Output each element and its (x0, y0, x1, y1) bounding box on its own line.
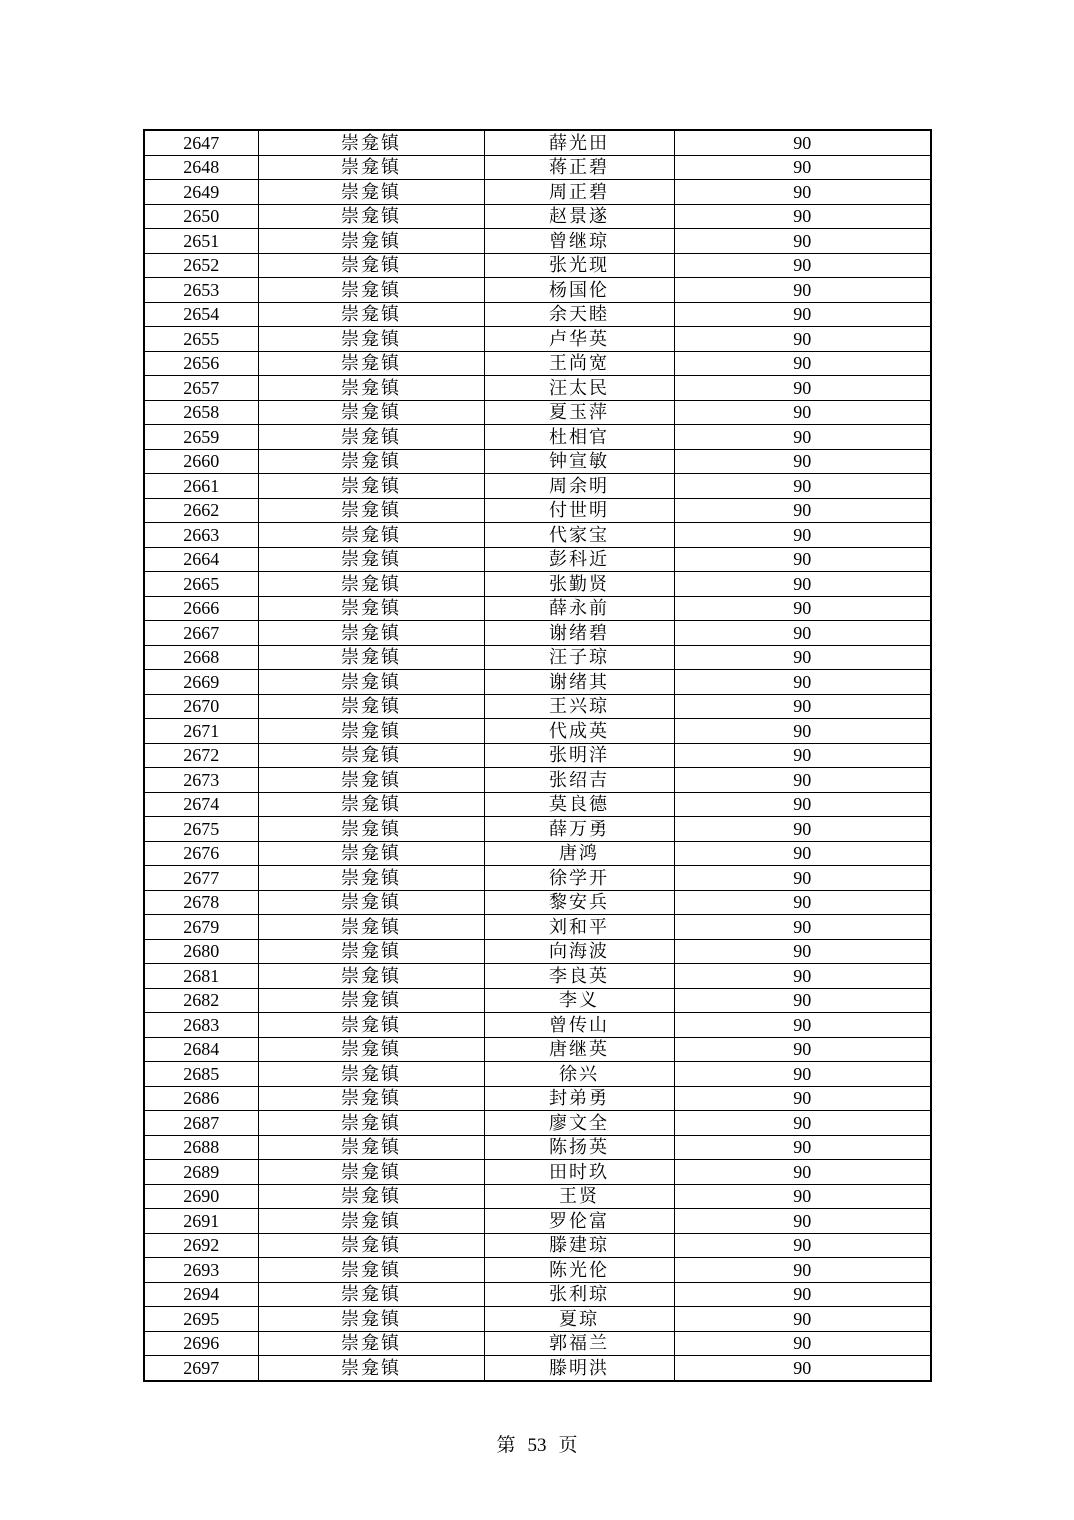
score-cell: 90 (674, 523, 931, 548)
score-cell: 90 (674, 400, 931, 425)
row-number-cell: 2660 (144, 449, 258, 474)
row-number-cell: 2681 (144, 964, 258, 989)
town-cell: 崇龛镇 (258, 621, 484, 646)
table-row (144, 1209, 931, 1234)
score-cell: 90 (674, 425, 931, 450)
name-cell: 陈光伦 (484, 1258, 674, 1283)
table-row (144, 474, 931, 499)
table-row (144, 376, 931, 401)
score-cell: 90 (674, 1086, 931, 1111)
table-row (144, 670, 931, 695)
town-cell: 崇龛镇 (258, 1258, 484, 1283)
town-cell: 崇龛镇 (258, 670, 484, 695)
row-number-cell: 2682 (144, 988, 258, 1013)
row-number-cell: 2680 (144, 939, 258, 964)
row-number-cell: 2696 (144, 1331, 258, 1356)
row-number-cell: 2665 (144, 572, 258, 597)
name-cell: 汪太民 (484, 376, 674, 401)
table-row (144, 1013, 931, 1038)
table-row (144, 278, 931, 303)
name-cell: 付世明 (484, 498, 674, 523)
table-row (144, 425, 931, 450)
row-number-cell: 2651 (144, 229, 258, 254)
score-cell: 90 (674, 988, 931, 1013)
name-cell: 张明洋 (484, 743, 674, 768)
town-cell: 崇龛镇 (258, 376, 484, 401)
table-row (144, 1062, 931, 1087)
score-cell: 90 (674, 670, 931, 695)
name-cell: 曾传山 (484, 1013, 674, 1038)
score-cell: 90 (674, 204, 931, 229)
name-cell: 徐学开 (484, 866, 674, 891)
table-row (144, 866, 931, 891)
row-number-cell: 2667 (144, 621, 258, 646)
table-row (144, 1258, 931, 1283)
town-cell: 崇龛镇 (258, 400, 484, 425)
row-number-cell: 2669 (144, 670, 258, 695)
town-cell: 崇龛镇 (258, 1086, 484, 1111)
table-row (144, 572, 931, 597)
row-number-cell: 2685 (144, 1062, 258, 1087)
score-cell: 90 (674, 621, 931, 646)
town-cell: 崇龛镇 (258, 1135, 484, 1160)
name-cell: 唐继英 (484, 1037, 674, 1062)
data-table-container (143, 129, 930, 1382)
row-number-cell: 2675 (144, 817, 258, 842)
row-number-cell: 2683 (144, 1013, 258, 1038)
score-cell: 90 (674, 155, 931, 180)
row-number-cell: 2689 (144, 1160, 258, 1185)
row-number-cell: 2654 (144, 302, 258, 327)
score-cell: 90 (674, 645, 931, 670)
name-cell: 谢绪碧 (484, 621, 674, 646)
name-cell: 薛光田 (484, 130, 674, 155)
table-row (144, 915, 931, 940)
row-number-cell: 2668 (144, 645, 258, 670)
name-cell: 薛永前 (484, 596, 674, 621)
name-cell: 张利琼 (484, 1282, 674, 1307)
name-cell: 封弟勇 (484, 1086, 674, 1111)
town-cell: 崇龛镇 (258, 866, 484, 891)
score-cell: 90 (674, 302, 931, 327)
name-cell: 李良英 (484, 964, 674, 989)
table-row (144, 498, 931, 523)
name-cell: 谢绪其 (484, 670, 674, 695)
score-cell: 90 (674, 1307, 931, 1332)
row-number-cell: 2695 (144, 1307, 258, 1332)
row-number-cell: 2678 (144, 890, 258, 915)
table-row (144, 180, 931, 205)
town-cell: 崇龛镇 (258, 1111, 484, 1136)
score-cell: 90 (674, 351, 931, 376)
name-cell: 黎安兵 (484, 890, 674, 915)
name-cell: 钟宣敏 (484, 449, 674, 474)
row-number-cell: 2653 (144, 278, 258, 303)
town-cell: 崇龛镇 (258, 229, 484, 254)
page-suffix: 页 (558, 1435, 578, 1456)
row-number-cell: 2684 (144, 1037, 258, 1062)
name-cell: 周余明 (484, 474, 674, 499)
score-cell: 90 (674, 253, 931, 278)
name-cell: 代成英 (484, 719, 674, 744)
name-cell: 余天睦 (484, 302, 674, 327)
table-row (144, 964, 931, 989)
table-row (144, 1111, 931, 1136)
name-cell: 曾继琼 (484, 229, 674, 254)
page-number: 53 (527, 1435, 547, 1456)
town-cell: 崇龛镇 (258, 596, 484, 621)
town-cell: 崇龛镇 (258, 988, 484, 1013)
row-number-cell: 2648 (144, 155, 258, 180)
town-cell: 崇龛镇 (258, 180, 484, 205)
name-cell: 王尚宽 (484, 351, 674, 376)
name-cell: 廖文全 (484, 1111, 674, 1136)
table-row (144, 1233, 931, 1258)
name-cell: 刘和平 (484, 915, 674, 940)
table-row (144, 890, 931, 915)
town-cell: 崇龛镇 (258, 351, 484, 376)
score-cell: 90 (674, 572, 931, 597)
town-cell: 崇龛镇 (258, 253, 484, 278)
row-number-cell: 2671 (144, 719, 258, 744)
row-number-cell: 2694 (144, 1282, 258, 1307)
row-number-cell: 2687 (144, 1111, 258, 1136)
page-prefix: 第 (496, 1435, 516, 1456)
table-row (144, 229, 931, 254)
row-number-cell: 2658 (144, 400, 258, 425)
table-body (144, 130, 931, 1381)
table-row (144, 1307, 931, 1332)
name-cell: 王贤 (484, 1184, 674, 1209)
table-row (144, 988, 931, 1013)
name-cell: 夏琼 (484, 1307, 674, 1332)
score-cell: 90 (674, 229, 931, 254)
score-cell: 90 (674, 1233, 931, 1258)
name-cell: 徐兴 (484, 1062, 674, 1087)
table-row (144, 792, 931, 817)
table-row (144, 719, 931, 744)
score-cell: 90 (674, 768, 931, 793)
town-cell: 崇龛镇 (258, 449, 484, 474)
row-number-cell: 2692 (144, 1233, 258, 1258)
name-cell: 滕建琼 (484, 1233, 674, 1258)
table-row (144, 400, 931, 425)
table-row (144, 327, 931, 352)
row-number-cell: 2691 (144, 1209, 258, 1234)
row-number-cell: 2661 (144, 474, 258, 499)
score-cell: 90 (674, 1356, 931, 1381)
town-cell: 崇龛镇 (258, 1356, 484, 1381)
table-row (144, 1160, 931, 1185)
score-cell: 90 (674, 449, 931, 474)
name-cell: 杨国伦 (484, 278, 674, 303)
town-cell: 崇龛镇 (258, 155, 484, 180)
town-cell: 崇龛镇 (258, 1160, 484, 1185)
row-number-cell: 2677 (144, 866, 258, 891)
town-cell: 崇龛镇 (258, 425, 484, 450)
name-cell: 汪子琼 (484, 645, 674, 670)
row-number-cell: 2690 (144, 1184, 258, 1209)
town-cell: 崇龛镇 (258, 1062, 484, 1087)
table-row (144, 1135, 931, 1160)
table-row (144, 596, 931, 621)
row-number-cell: 2662 (144, 498, 258, 523)
name-cell: 向海波 (484, 939, 674, 964)
row-number-cell: 2697 (144, 1356, 258, 1381)
row-number-cell: 2650 (144, 204, 258, 229)
score-cell: 90 (674, 915, 931, 940)
score-cell: 90 (674, 1282, 931, 1307)
town-cell: 崇龛镇 (258, 1233, 484, 1258)
town-cell: 崇龛镇 (258, 1282, 484, 1307)
name-cell: 张光现 (484, 253, 674, 278)
score-cell: 90 (674, 1209, 931, 1234)
table-row (144, 155, 931, 180)
name-cell: 夏玉萍 (484, 400, 674, 425)
score-cell: 90 (674, 376, 931, 401)
score-cell: 90 (674, 890, 931, 915)
name-cell: 莫良德 (484, 792, 674, 817)
row-number-cell: 2686 (144, 1086, 258, 1111)
score-cell: 90 (674, 1258, 931, 1283)
name-cell: 周正碧 (484, 180, 674, 205)
score-cell: 90 (674, 498, 931, 523)
page-footer (0, 1430, 1074, 1457)
table-row (144, 302, 931, 327)
name-cell: 杜相官 (484, 425, 674, 450)
row-number-cell: 2679 (144, 915, 258, 940)
town-cell: 崇龛镇 (258, 890, 484, 915)
score-cell: 90 (674, 1013, 931, 1038)
name-cell: 滕明洪 (484, 1356, 674, 1381)
name-cell: 张绍吉 (484, 768, 674, 793)
table-row (144, 523, 931, 548)
table-row (144, 204, 931, 229)
score-cell: 90 (674, 743, 931, 768)
table-row (144, 841, 931, 866)
town-cell: 崇龛镇 (258, 939, 484, 964)
town-cell: 崇龛镇 (258, 302, 484, 327)
town-cell: 崇龛镇 (258, 915, 484, 940)
score-cell: 90 (674, 939, 931, 964)
score-cell: 90 (674, 1037, 931, 1062)
row-number-cell: 2670 (144, 694, 258, 719)
table-row (144, 621, 931, 646)
table-row (144, 645, 931, 670)
score-cell: 90 (674, 792, 931, 817)
town-cell: 崇龛镇 (258, 719, 484, 744)
town-cell: 崇龛镇 (258, 964, 484, 989)
row-number-cell: 2655 (144, 327, 258, 352)
name-cell: 张勤贤 (484, 572, 674, 597)
name-cell: 王兴琼 (484, 694, 674, 719)
data-table (143, 129, 932, 1382)
town-cell: 崇龛镇 (258, 792, 484, 817)
score-cell: 90 (674, 474, 931, 499)
row-number-cell: 2673 (144, 768, 258, 793)
table-row (144, 1331, 931, 1356)
score-cell: 90 (674, 1062, 931, 1087)
town-cell: 崇龛镇 (258, 130, 484, 155)
town-cell: 崇龛镇 (258, 474, 484, 499)
table-row (144, 939, 931, 964)
town-cell: 崇龛镇 (258, 204, 484, 229)
score-cell: 90 (674, 1111, 931, 1136)
town-cell: 崇龛镇 (258, 645, 484, 670)
score-cell: 90 (674, 1160, 931, 1185)
town-cell: 崇龛镇 (258, 817, 484, 842)
score-cell: 90 (674, 596, 931, 621)
town-cell: 崇龛镇 (258, 1331, 484, 1356)
score-cell: 90 (674, 1331, 931, 1356)
score-cell: 90 (674, 841, 931, 866)
name-cell: 彭科近 (484, 547, 674, 572)
score-cell: 90 (674, 278, 931, 303)
row-number-cell: 2688 (144, 1135, 258, 1160)
name-cell: 李义 (484, 988, 674, 1013)
row-number-cell: 2674 (144, 792, 258, 817)
table-row (144, 1282, 931, 1307)
row-number-cell: 2647 (144, 130, 258, 155)
name-cell: 郭福兰 (484, 1331, 674, 1356)
table-row (144, 817, 931, 842)
town-cell: 崇龛镇 (258, 1013, 484, 1038)
table-row (144, 1086, 931, 1111)
town-cell: 崇龛镇 (258, 743, 484, 768)
name-cell: 薛万勇 (484, 817, 674, 842)
score-cell: 90 (674, 964, 931, 989)
row-number-cell: 2663 (144, 523, 258, 548)
name-cell: 陈扬英 (484, 1135, 674, 1160)
town-cell: 崇龛镇 (258, 572, 484, 597)
row-number-cell: 2657 (144, 376, 258, 401)
town-cell: 崇龛镇 (258, 547, 484, 572)
table-row (144, 768, 931, 793)
score-cell: 90 (674, 130, 931, 155)
town-cell: 崇龛镇 (258, 694, 484, 719)
row-number-cell: 2656 (144, 351, 258, 376)
score-cell: 90 (674, 719, 931, 744)
row-number-cell: 2652 (144, 253, 258, 278)
table-row (144, 1037, 931, 1062)
table-row (144, 449, 931, 474)
name-cell: 卢华英 (484, 327, 674, 352)
name-cell: 赵景遂 (484, 204, 674, 229)
row-number-cell: 2659 (144, 425, 258, 450)
table-row (144, 694, 931, 719)
score-cell: 90 (674, 547, 931, 572)
town-cell: 崇龛镇 (258, 498, 484, 523)
town-cell: 崇龛镇 (258, 1037, 484, 1062)
name-cell: 田时玖 (484, 1160, 674, 1185)
score-cell: 90 (674, 1184, 931, 1209)
score-cell: 90 (674, 1135, 931, 1160)
table-row (144, 743, 931, 768)
row-number-cell: 2649 (144, 180, 258, 205)
town-cell: 崇龛镇 (258, 768, 484, 793)
table-row (144, 547, 931, 572)
name-cell: 蒋正碧 (484, 155, 674, 180)
row-number-cell: 2672 (144, 743, 258, 768)
table-row (144, 1356, 931, 1381)
score-cell: 90 (674, 866, 931, 891)
town-cell: 崇龛镇 (258, 327, 484, 352)
name-cell: 代家宝 (484, 523, 674, 548)
town-cell: 崇龛镇 (258, 1307, 484, 1332)
score-cell: 90 (674, 180, 931, 205)
table-row (144, 253, 931, 278)
table-row (144, 130, 931, 155)
row-number-cell: 2664 (144, 547, 258, 572)
score-cell: 90 (674, 694, 931, 719)
row-number-cell: 2693 (144, 1258, 258, 1283)
town-cell: 崇龛镇 (258, 523, 484, 548)
table-row (144, 1184, 931, 1209)
town-cell: 崇龛镇 (258, 1184, 484, 1209)
name-cell: 唐鸿 (484, 841, 674, 866)
score-cell: 90 (674, 817, 931, 842)
table-row (144, 351, 931, 376)
row-number-cell: 2676 (144, 841, 258, 866)
row-number-cell: 2666 (144, 596, 258, 621)
town-cell: 崇龛镇 (258, 1209, 484, 1234)
score-cell: 90 (674, 327, 931, 352)
town-cell: 崇龛镇 (258, 278, 484, 303)
name-cell: 罗伦富 (484, 1209, 674, 1234)
town-cell: 崇龛镇 (258, 841, 484, 866)
